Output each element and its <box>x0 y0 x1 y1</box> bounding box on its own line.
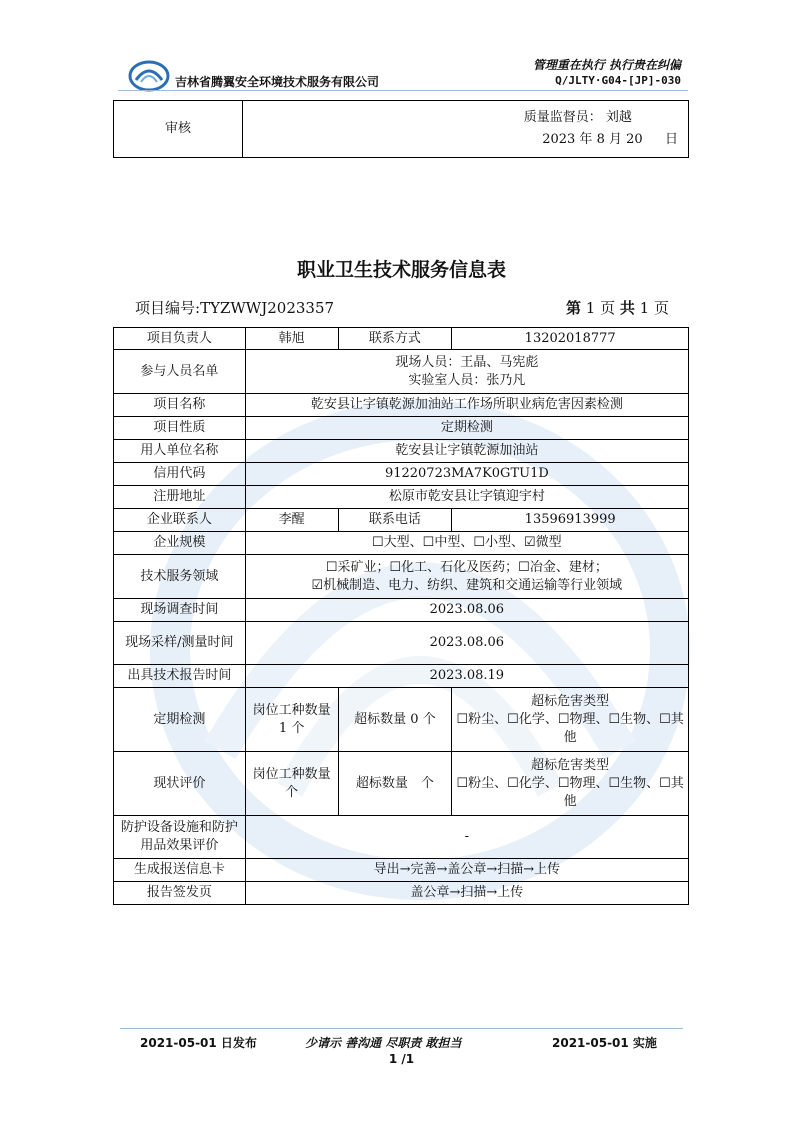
audit-month: 8 <box>596 132 605 147</box>
header-rule <box>118 90 688 91</box>
periodic-posts: 岗位工种数量 1 个 <box>245 688 338 752</box>
scale-label: 企业规模 <box>114 532 246 555</box>
sampling-value: 2023.08.06 <box>245 622 688 665</box>
status-exceed: 超标数量 个 <box>338 752 452 816</box>
employer-value: 乾安县让字镇乾源加油站 <box>245 440 688 463</box>
report-value: 2023.08.19 <box>245 665 688 688</box>
ent-contact-label: 企业联系人 <box>114 509 246 532</box>
participants-value: 现场人员：王晶、马宪彪 实验室人员：张乃凡 <box>245 350 688 394</box>
address-label: 注册地址 <box>114 486 246 509</box>
project-name-label: 项目名称 <box>114 394 246 417</box>
company-name: 吉林省腾翼安全环境技术服务有限公司 <box>175 75 380 89</box>
company-logo <box>128 58 170 92</box>
scale-value: ☐大型、☐中型、☐小型、☑微型 <box>245 532 688 555</box>
field-label: 技术服务领域 <box>114 555 246 599</box>
nature-label: 项目性质 <box>114 417 246 440</box>
supervisor-label: 质量监督员： <box>523 110 602 125</box>
info-card-value: 导出→完善→盖公章→扫描→上传 <box>245 859 688 882</box>
employer-label: 用人单位名称 <box>114 440 246 463</box>
document-code: Q/JLTY·G04-[JP]-030 <box>555 74 681 87</box>
audit-signoff: 质量监督员： 刘越 2023 年 8 月 20 日 <box>243 101 689 158</box>
sign-label: 报告签发页 <box>114 882 246 905</box>
audit-table <box>113 100 689 158</box>
footer-motto: 少请示 善沟通 尽职责 敢担当 <box>305 1036 462 1050</box>
report-label: 出具技术报告时间 <box>114 665 246 688</box>
pagination: 第 1 页 共 1 页 <box>565 299 669 317</box>
phone-value: 13596913999 <box>452 509 689 532</box>
footer-effective: 2021-05-01 实施 <box>552 1036 657 1050</box>
leader-label: 项目负责人 <box>114 328 246 350</box>
footer-published: 2021-05-01 日发布 <box>140 1036 257 1050</box>
participants-label: 参与人员名单 <box>114 350 246 394</box>
info-table <box>113 327 689 905</box>
survey-label: 现场调查时间 <box>114 599 246 622</box>
periodic-hazard: 超标危害类型 ☐粉尘、☐化学、☐物理、☐生物、☐其他 <box>452 688 689 752</box>
address-value: 松原市乾安县让字镇迎宇村 <box>245 486 688 509</box>
protect-value: - <box>245 816 688 859</box>
credit-label: 信用代码 <box>114 463 246 486</box>
periodic-label: 定期检测 <box>114 688 246 752</box>
footer-page-info: 1 /1 <box>388 1052 415 1066</box>
audit-label: 审核 <box>114 101 243 158</box>
status-hazard: 超标危害类型 ☐粉尘、☐化学、☐物理、☐生物、☐其他 <box>452 752 689 816</box>
header-slogan: 管理重在执行 执行贵在纠偏 <box>532 58 681 72</box>
footer-rule <box>120 1028 683 1029</box>
leader-value: 韩旭 <box>245 328 338 350</box>
contact-value: 13202018777 <box>452 328 689 350</box>
sign-value: 盖公章→扫描→上传 <box>245 882 688 905</box>
sampling-label: 现场采样/测量时间 <box>114 622 246 665</box>
supervisor-name: 刘越 <box>605 110 632 125</box>
credit-value: 91220723MA7K0GTU1D <box>245 463 688 486</box>
periodic-exceed: 超标数量 0 个 <box>338 688 452 752</box>
status-label: 现状评价 <box>114 752 246 816</box>
project-name-value: 乾安县让字镇乾源加油站工作场所职业病危害因素检测 <box>245 394 688 417</box>
field-value: ☐采矿业；☐化工、石化及医药；☐冶金、建材； ☑机械制造、电力、纺织、建筑和交通运输等行业领域 <box>245 555 688 599</box>
contact-label: 联系方式 <box>338 328 452 350</box>
nature-value: 定期检测 <box>245 417 688 440</box>
project-number: 项目编号:TYZWWJ2023357 <box>135 299 335 317</box>
page-title: 职业卫生技术服务信息表 <box>296 259 506 281</box>
phone-label: 联系电话 <box>338 509 452 532</box>
audit-day: 20 <box>626 132 643 147</box>
ent-contact-value: 李醒 <box>245 509 338 532</box>
survey-value: 2023.08.06 <box>245 599 688 622</box>
status-posts: 岗位工种数量 个 <box>245 752 338 816</box>
info-card-label: 生成报送信息卡 <box>114 859 246 882</box>
protect-label: 防护设备设施和防护用品效果评价 <box>114 816 246 859</box>
audit-year: 2023 <box>542 132 576 147</box>
